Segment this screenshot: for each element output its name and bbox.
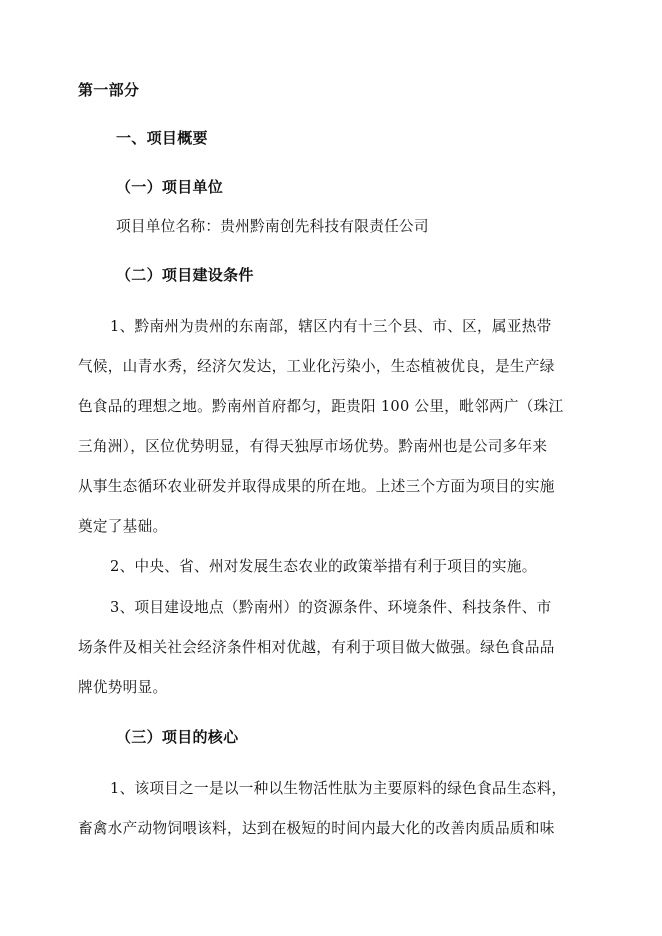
paragraph-line: 1、该项目之一是以一种以生物活性肽为主要原料的绿色食品生态料， [110,780,567,797]
subsection-heading-conditions: （二）项目建设条件 [116,266,254,284]
paragraph-line: 畜禽水产动物饲喂该料，达到在极短的时间内最大化的改善肉质品质和味 [78,820,555,837]
paragraph-line: 气候，山青水秀，经济欠发达，工业化污染小，生态植被优良，是生产绿 [78,358,555,375]
paragraph-line: 场条件及相关社会经济条件相对优越，有利于项目做大做强。绿色食品品 [78,639,555,656]
paragraph-line: 牌优势明显。 [78,679,168,696]
subsection-heading-core: （三）项目的核心 [116,728,239,746]
paragraph-line: 奠定了基础。 [78,518,168,535]
paragraph-line: 1、黔南州为贵州的东南部，辖区内有十三个县、市、区，属亚热带 [110,318,552,335]
paragraph-line: 色食品的理想之地。黔南州首府都匀，距贵阳 100 公里，毗邻两广（珠江 [78,398,564,415]
paragraph-line: 从事生态循环农业研发并取得成果的所在地。上述三个方面为项目的实施 [78,478,555,495]
section-heading: 一、项目概要 [116,129,208,147]
part-title: 第一部分 [78,81,140,99]
paragraph-line: 三角洲），区位优势明显，有得天独厚市场优势。黔南州也是公司多年来 [78,438,548,455]
paragraph-line: 3、项目建设地点（黔南州）的资源条件、环境条件、科技条件、市 [110,599,552,616]
subsection-heading-unit: （一）项目单位 [116,178,224,196]
unit-name-text: 项目单位名称：贵州黔南创先科技有限责任公司 [116,218,429,235]
paragraph-line: 2、中央、省、州对发展生态农业的政策举措有利于项目的实施。 [110,558,537,575]
